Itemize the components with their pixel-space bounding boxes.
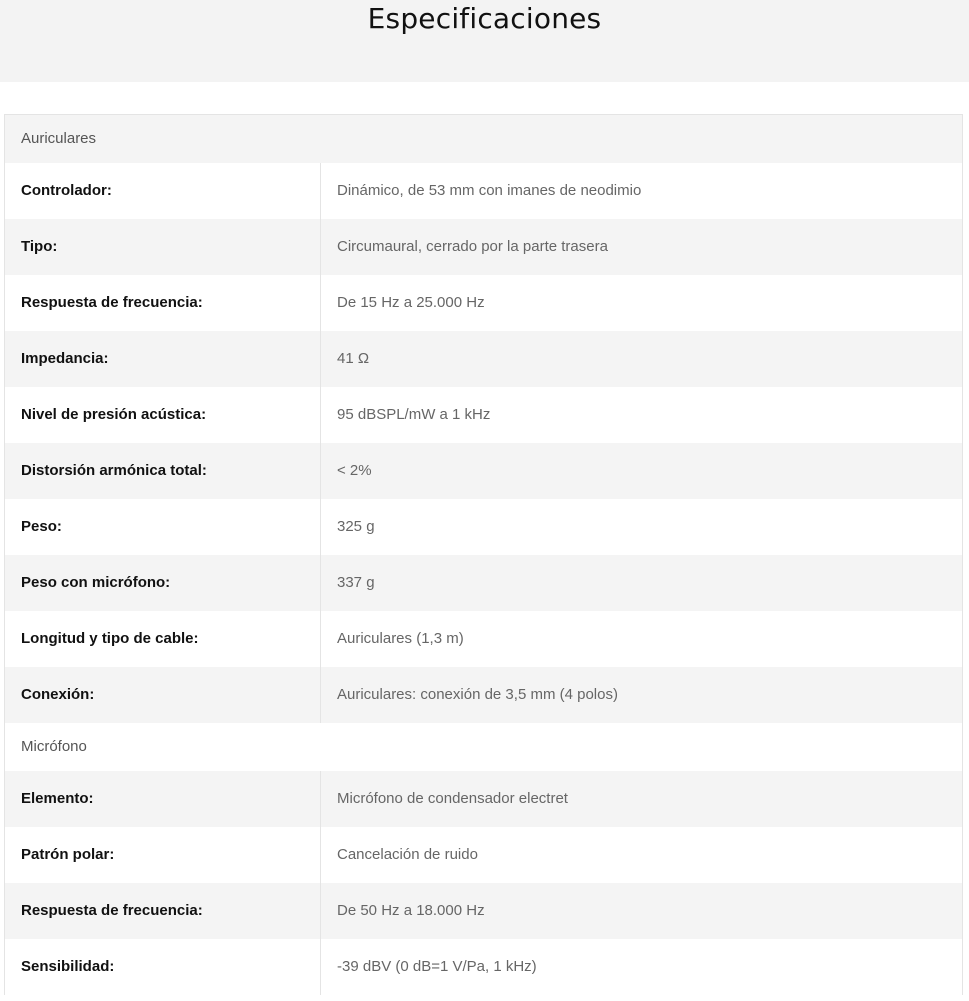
spec-label: Respuesta de frecuencia:: [5, 883, 321, 939]
spec-label: Nivel de presión acústica:: [5, 387, 321, 443]
spec-value: Micrófono de condensador electret: [337, 790, 568, 807]
page-header: [0, 0, 969, 82]
spec-row-conexion: [5, 667, 962, 723]
spec-value: Circumaural, cerrado por la parte trasera: [337, 238, 608, 255]
spec-row-nivel-presion: [5, 387, 962, 443]
spec-value: 337 g: [337, 574, 375, 591]
spec-label: Controlador:: [5, 163, 321, 219]
spec-value: 95 dBSPL/mW a 1 kHz: [337, 406, 491, 423]
spec-label: Impedancia:: [5, 331, 321, 387]
spec-label: Longitud y tipo de cable:: [5, 611, 321, 667]
spec-value: Auriculares: conexión de 3,5 mm (4 polos): [337, 686, 618, 703]
spec-label: Tipo:: [5, 219, 321, 275]
spec-row-peso-microfono: [5, 555, 962, 611]
spec-row-distorsion: [5, 443, 962, 499]
spec-row-respuesta-frecuencia-mic: [5, 883, 962, 939]
section-heading-auriculares: Auriculares: [5, 115, 962, 163]
section-heading-microfono: Micrófono: [5, 723, 962, 771]
spec-label: Peso:: [5, 499, 321, 555]
spec-row-controlador: [5, 163, 962, 219]
spec-row-impedancia: [5, 331, 962, 387]
page-title: Especificaciones: [367, 2, 602, 35]
spec-label: Distorsión armónica total:: [5, 443, 321, 499]
spec-value: Auriculares (1,3 m): [337, 630, 464, 647]
spec-label: Sensibilidad:: [5, 939, 321, 995]
spec-row-patron-polar: [5, 827, 962, 883]
spec-value: De 50 Hz a 18.000 Hz: [337, 902, 485, 919]
spec-value: Dinámico, de 53 mm con imanes de neodimio: [337, 182, 642, 199]
spec-value: < 2%: [337, 462, 372, 479]
spec-row-elemento: [5, 771, 962, 827]
spec-row-tipo: [5, 219, 962, 275]
spec-value: -39 dBV (0 dB=1 V/Pa, 1 kHz): [337, 958, 537, 975]
spec-label: Patrón polar:: [5, 827, 321, 883]
spec-label: Elemento:: [5, 771, 321, 827]
spec-row-sensibilidad: [5, 939, 962, 995]
spec-label: Peso con micrófono:: [5, 555, 321, 611]
spec-label: Conexión:: [5, 667, 321, 723]
spec-label: Respuesta de frecuencia:: [5, 275, 321, 331]
spec-value: De 15 Hz a 25.000 Hz: [337, 294, 485, 311]
spec-value: Cancelación de ruido: [337, 846, 478, 863]
spec-value: 41 Ω: [337, 350, 370, 367]
specifications-table: [4, 114, 963, 995]
spec-row-respuesta-frecuencia: [5, 275, 962, 331]
spec-row-peso: [5, 499, 962, 555]
spec-row-cable: [5, 611, 962, 667]
spec-value: 325 g: [337, 518, 375, 535]
